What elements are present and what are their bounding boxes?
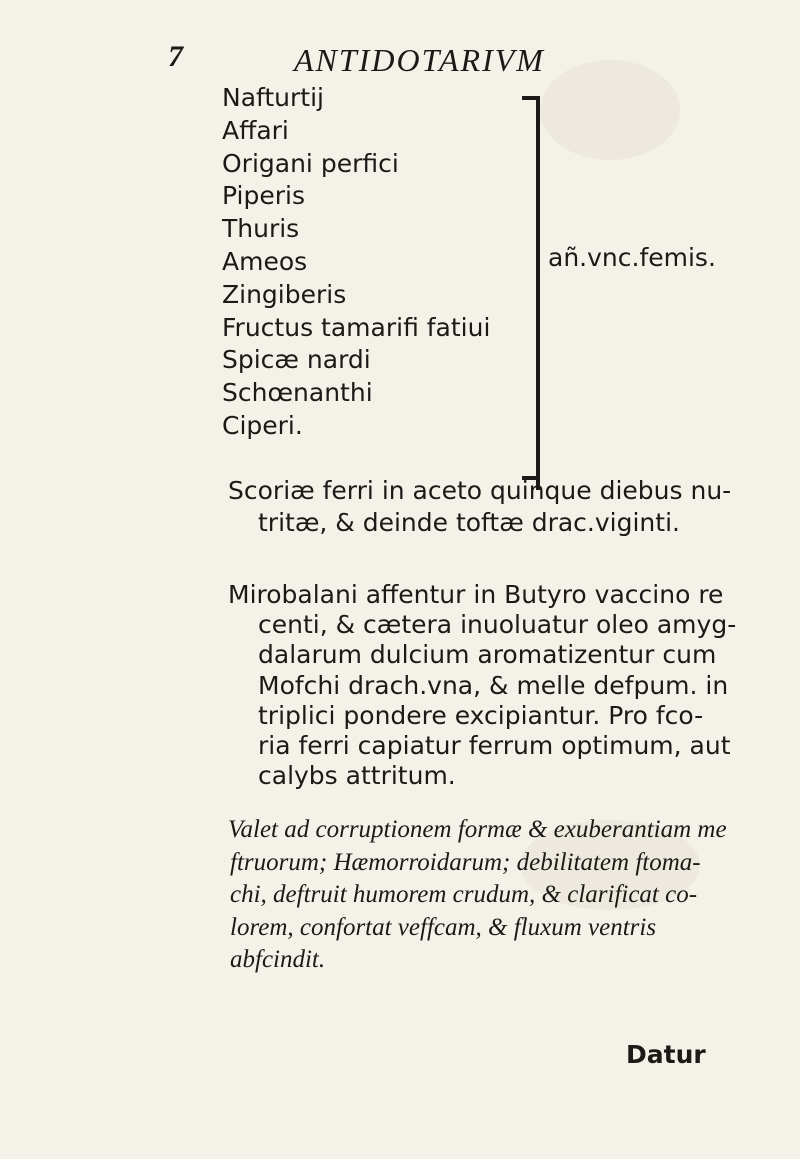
ingredient-item: Fructus tamarifi fatiui: [222, 312, 491, 342]
text-line: Mofchi drach.vna, & melle defpum. in: [258, 670, 729, 700]
text-line: Mirobalani affentur in Butyro vaccino re: [228, 580, 724, 609]
ingredient-item: Nafturtij: [222, 83, 325, 112]
catchword: Datur: [626, 1040, 706, 1069]
brace-line: [536, 100, 540, 490]
text-line: triplici pondere excipiantur. Pro fco-: [258, 700, 704, 730]
ingredient-item: Origani perfici: [222, 148, 399, 178]
page-number: 7: [168, 40, 183, 73]
text-line: chi, deftruit humorem crudum, & clarificat co-: [230, 881, 698, 908]
ingredient-item: Zingiberis: [222, 279, 347, 309]
paragraph-mirobalani: [228, 580, 736, 791]
text-line: centi, & cætera inuoluatur oleo amyg-: [258, 610, 737, 640]
dosage-note: añ.vnc.femis.: [548, 243, 716, 272]
text-line: ria ferri capiatur ferrum optimum, aut: [258, 731, 731, 761]
running-title: ANTIDOTARIVM: [294, 42, 545, 78]
ingredient-list: [222, 82, 490, 443]
text-line: lorem, confortat veffcam, & fluxum ventris: [230, 913, 657, 941]
text-line: calybs attritum.: [258, 761, 456, 791]
text-line: tritæ, & deinde toftæ drac.viginti.: [258, 507, 680, 537]
text-line: Valet ad corruptionem formæ & exuberantiam me: [228, 816, 727, 843]
text-line: abfcindit.: [230, 946, 326, 973]
text-line: Scoriæ ferri in aceto quinque diebus nu-: [228, 476, 732, 505]
ingredient-item: Affari: [222, 115, 289, 145]
paragraph-scoria: [228, 475, 731, 538]
ingredient-item: Ameos: [222, 246, 308, 276]
ingredient-item: Thuris: [222, 214, 300, 244]
text-line: ftruorum; Hæmorroidarum; debilitatem ftoma-: [230, 848, 701, 876]
ingredient-item: Schœnanthi: [222, 378, 373, 408]
paragraph-valet: [228, 814, 727, 977]
ingredient-item: Spicæ nardi: [222, 345, 371, 375]
text-line: dalarum dulcium aromatizentur cum: [258, 640, 717, 670]
ingredient-item: Piperis: [222, 181, 305, 211]
ingredient-item: Ciperi.: [222, 410, 303, 440]
paper-stain: [540, 60, 680, 160]
